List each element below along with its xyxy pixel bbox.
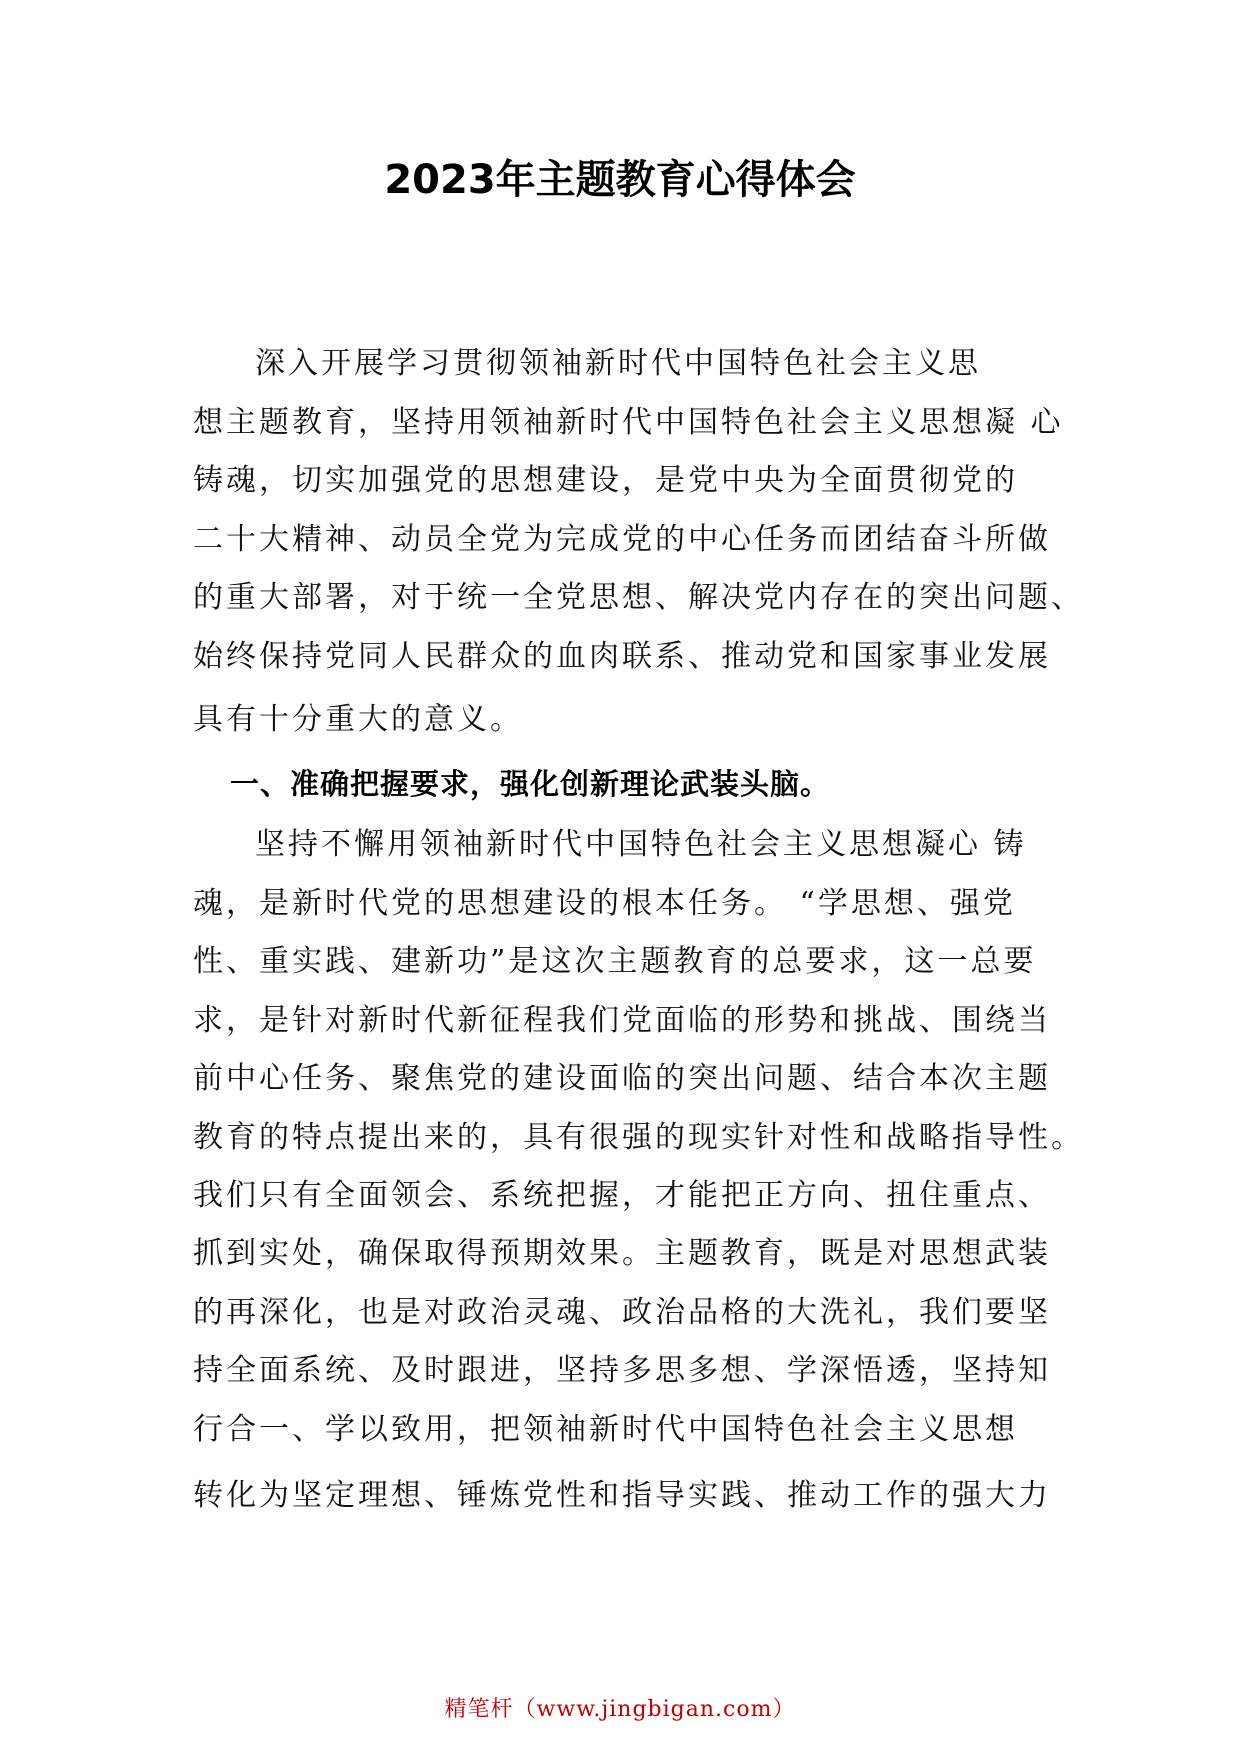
paragraph-line: 行合一、学以致用，把领袖新时代中国特色社会主义思想 xyxy=(193,1412,1018,1447)
paragraph-line: 深入开展学习贯彻领袖新时代中国特色社会主义思 xyxy=(255,346,981,381)
paragraph-line: 坚持不懈用领袖新时代中国特色社会主义思想凝心 铸 xyxy=(255,827,1027,862)
paragraph-line: 始终保持党同人民群众的血肉联系、推动党和国家事业发展 xyxy=(193,639,1051,674)
footer-watermark: 精笔杆（www.jingbigan.com） xyxy=(444,1697,796,1722)
paragraph-line: 想主题教育，坚持用领袖新时代中国特色社会主义思想凝 心 xyxy=(193,405,1064,440)
section-heading: 一、准确把握要求，强化创新理论武装头脑。 xyxy=(230,767,831,801)
paragraph-line: 性、重实践、建新功”是这次主题教育的总要求，这一总要 xyxy=(193,944,1037,979)
paragraph-line: 的再深化，也是对政治灵魂、政治品格的大洗礼，我们要坚 xyxy=(193,1295,1051,1330)
document-title: 2023年主题教育心得体会 xyxy=(384,157,856,203)
paragraph-line: 教育的特点提出来的，具有很强的现实针对性和战略指导性。 xyxy=(193,1120,1084,1155)
paragraph-line: 转化为坚定理想、锤炼党性和指导实践、推动工作的强大力 xyxy=(193,1478,1051,1513)
paragraph-line: 魂，是新时代党的思想建设的根本任务。 “学思想、强党 xyxy=(193,886,1016,921)
paragraph-line: 具有十分重大的意义。 xyxy=(193,702,523,737)
paragraph-line: 的重大部署，对于统一全党思想、解决党内存在的突出问题、 xyxy=(193,580,1084,615)
paragraph-line: 铸魂，切实加强党的思想建设，是党中央为全面贯彻党的 xyxy=(193,463,1018,498)
paragraph-line: 抓到实处，确保取得预期效果。主题教育，既是对思想武装 xyxy=(193,1236,1051,1271)
paragraph-line: 求，是针对新时代新征程我们党面临的形势和挑战、围绕当 xyxy=(193,1003,1051,1038)
paragraph-line: 二十大精神、动员全党为完成党的中心任务而团结奋斗所做 xyxy=(193,522,1051,557)
paragraph-line: 持全面系统、及时跟进，坚持多思多想、学深悟透，坚持知 xyxy=(193,1353,1051,1388)
paragraph-line: 前中心任务、聚焦党的建设面临的突出问题、结合本次主题 xyxy=(193,1061,1051,1096)
paragraph-line: 我们只有全面领会、系统把握，才能把正方向、扭住重点、 xyxy=(193,1178,1051,1213)
